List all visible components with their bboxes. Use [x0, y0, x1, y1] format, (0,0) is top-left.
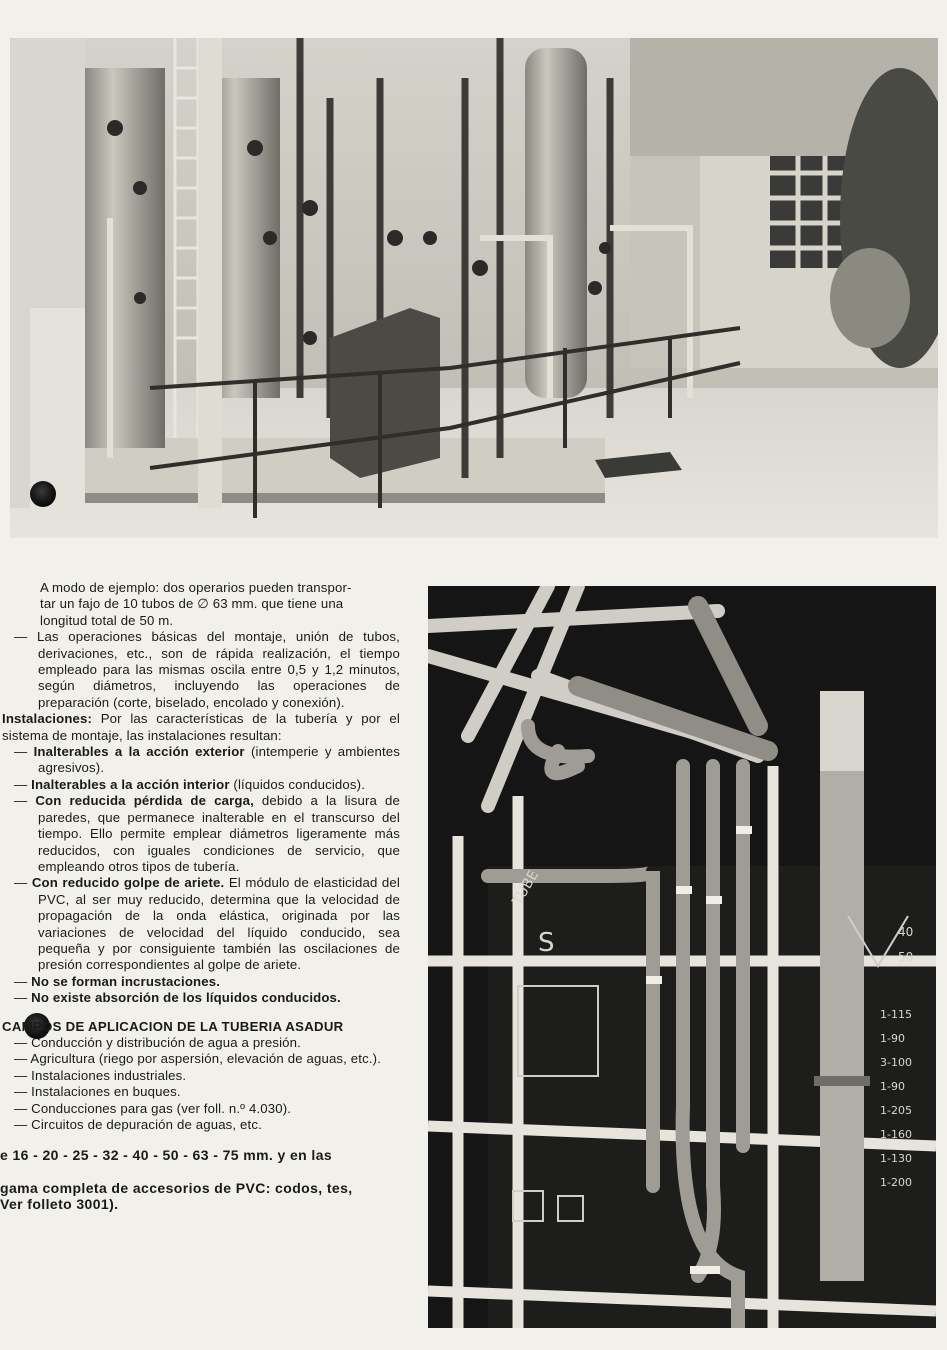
intro-line-3: longitud total de 50 m. — [40, 612, 174, 628]
feature-bold: Con reducido golpe de ariete. — [31, 875, 225, 891]
text-column — [0, 580, 400, 1213]
application-item: — Instalaciones industriales. — [14, 1067, 187, 1083]
section-heading: CAMPOS DE APLICACION DE LA TUBERIA ASADUR — [2, 1018, 344, 1034]
footer-line-2: gama completa de accesorios de PVC: codos, tes, — [0, 1179, 353, 1196]
footer-line-1: e 16 - 20 - 25 - 32 - 40 - 50 - 63 - 75 mm. y en las — [0, 1147, 333, 1164]
chalk-number: 1-130 — [880, 1152, 912, 1165]
feature-bold: Con reducida pérdida de carga, — [35, 793, 254, 809]
feature-text: El módulo de elasticidad del PVC, al ser muy reducido, determina que la velocidad de propagación de la onda elástica, originada por las variaciones de velocidad del líquido conducido, sea pequeña y por consiguiente también las oscilaciones de presión correspondientes al golpe de ariete. — [38, 875, 400, 973]
feature-bold: Inalterables a la acción interior — [31, 776, 230, 792]
chalk-number: 1-115 — [880, 1008, 912, 1021]
feature-item: — Con reducido golpe de ariete. El módulo de elasticidad del PVC, al ser muy reducido, determina que la velocidad de propagación de la onda elástica, originada por las variaciones de velocidad del líquido conducido, sea pequeña y por consiguiente también las oscilaciones de presión correspondientes al golpe de ariete. — [14, 875, 400, 973]
feature-bold: Inalterables a la acción exterior — [33, 744, 245, 760]
chalk-w1: 40 — [898, 925, 914, 939]
feature-item: — Inalterables a la acción exterior (intemperie y ambientes agresivos). — [14, 744, 401, 776]
feature-item: — No se forman incrustaciones. — [14, 973, 221, 989]
chalk-w2: 50 — [898, 950, 914, 964]
chalk-number: 1-90 — [880, 1032, 905, 1045]
feature-item: — Inalterables a la acción interior (líquidos conducidos). — [14, 776, 366, 792]
feature-bold: No existe absorción de los líquidos conducidos. — [31, 990, 341, 1006]
chalk-number: 1-205 — [880, 1104, 912, 1117]
application-item: — Agricultura (riego por aspersión, elevación de aguas, etc.). — [14, 1051, 382, 1067]
pipes-photo — [428, 586, 936, 1328]
application-item: — Instalaciones en buques. — [14, 1084, 181, 1100]
chalk-number: 1-160 — [880, 1128, 912, 1141]
feature-item: — No existe absorción de los líquidos conducidos. — [14, 990, 341, 1006]
plant-photo — [10, 38, 938, 538]
footer-line-3: Ver folleto 3001). — [0, 1196, 119, 1213]
operaciones-paragraph: — Las operaciones básicas del montaje, unión de tubos, derivaciones, etc., son de rápida realización, el tiempo empleado para las mismas oscila entre 0,5 y 1,2 minutos, según diámetros, incluyendo las operaciones de preparación (corte, biselado, encolado y conexión). — [14, 629, 400, 710]
plant-photo-graphic — [10, 38, 938, 538]
chalk-number: 1-90 — [880, 1080, 905, 1093]
feature-bold: No se forman incrustaciones. — [31, 973, 221, 989]
binder-hole-top — [30, 481, 56, 507]
intro-line-2: tar un fajo de 10 tubos de ∅ 63 mm. que tiene una — [40, 596, 344, 612]
chalk-number: 3-100 — [880, 1056, 912, 1069]
application-item: — Conducciones para gas (ver foll. n.º 4.030). — [14, 1100, 292, 1116]
feature-text: (líquidos conducidos). — [229, 776, 366, 792]
instalaciones-text: Por las características de la tubería y por el sistema de montaje, las instalaciones resultan: — [2, 711, 400, 743]
chalk-word-1: TUBE — [509, 867, 543, 908]
intro-line-1: A modo de ejemplo: dos operarios pueden transpor- — [40, 580, 352, 595]
application-item: — Circuitos de depuración de aguas, etc. — [14, 1117, 262, 1132]
chalk-number: 1-200 — [880, 1176, 912, 1189]
feature-text: debido a la lisura de paredes, que permanece inalterable en el transcurso del tiempo. Ello permite emplear diámetros ligeramente más reducidos, con iguales condiciones de servicio, que empleando otros tipos de tubería. — [38, 793, 400, 874]
application-item: — Conducción y distribución de agua a presión. — [14, 1034, 301, 1050]
instalaciones-paragraph — [0, 711, 400, 744]
feature-item: — Con reducida pérdida de carga, debido a la lisura de paredes, que permanece inalterable en el transcurso del tiempo. Ello permite emplear diámetros ligeramente más reducidos, con iguales condiciones de servicio, que empleando otros tipos de tubería. — [14, 793, 400, 874]
pipes-photo-graphic — [428, 586, 936, 1328]
instalaciones-label: Instalaciones: — [2, 711, 93, 727]
feature-text: (intemperie y ambientes agresivos). — [38, 744, 401, 776]
chalk-word-2: S — [538, 928, 555, 958]
